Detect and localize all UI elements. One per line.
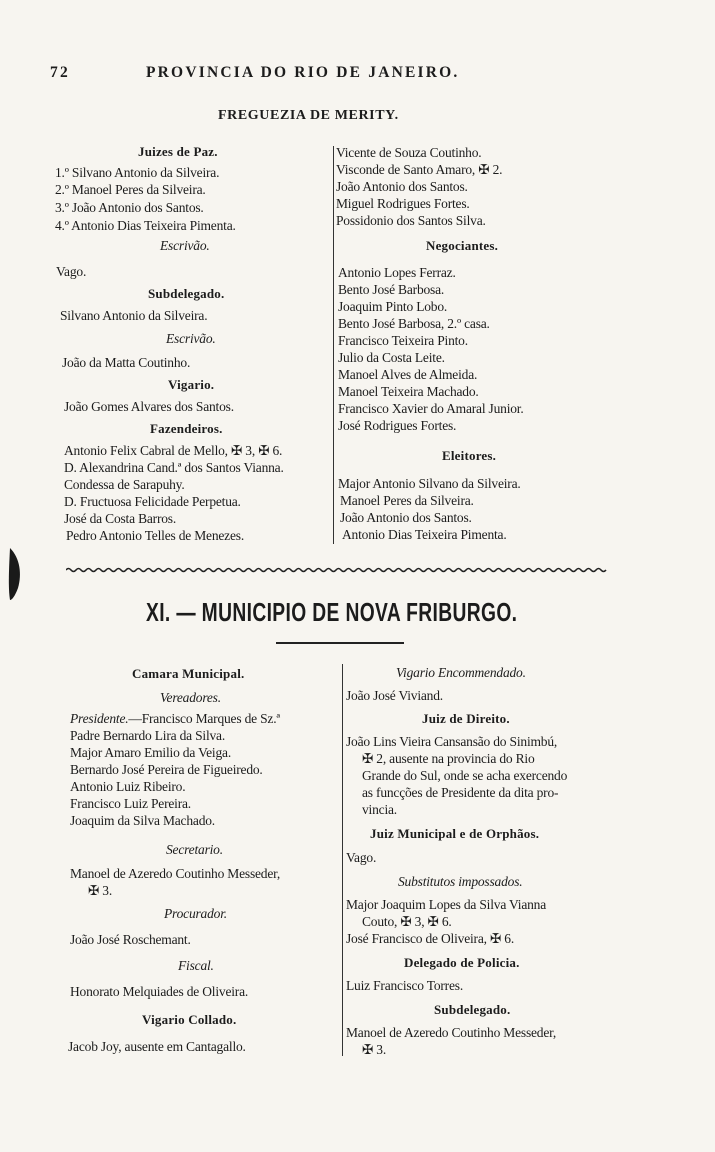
municipio-left-line: Francisco Luiz Pereira. bbox=[70, 796, 191, 811]
merity-right-line: João Antonio dos Santos. bbox=[336, 179, 468, 194]
merity-left-line: João Gomes Alvares dos Santos. bbox=[64, 399, 234, 414]
municipio-left-line: Jacob Joy, ausente em Cantagallo. bbox=[68, 1039, 246, 1054]
merity-right-line: Negociantes. bbox=[426, 238, 499, 253]
presidente-line: Presidente.—Francisco Marques de Sz.ª bbox=[70, 711, 280, 726]
municipio-right-line: José Francisco de Oliveira, ✠ 6. bbox=[346, 931, 514, 946]
municipio-left-line: Vereadores. bbox=[160, 690, 221, 705]
merity-left-line: Juizes de Paz. bbox=[138, 144, 218, 159]
merity-right-line: José Rodrigues Fortes. bbox=[338, 418, 457, 433]
municipio-right-line: ✠ 3. bbox=[362, 1042, 387, 1057]
municipio-right-line: João Lins Vieira Cansansão do Sinimbú, bbox=[346, 734, 558, 749]
municipio-left-line: Procurador. bbox=[164, 906, 227, 921]
municipio-left-line: Honorato Melquiades de Oliveira. bbox=[70, 984, 249, 999]
merity-left-line: Escrivão. bbox=[166, 331, 216, 346]
merity-right-line: Visconde de Santo Amaro, ✠ 2. bbox=[336, 162, 503, 177]
merity-right-line: João Antonio dos Santos. bbox=[340, 510, 472, 525]
municipio-right-line: Vigario Encommendado. bbox=[396, 665, 526, 680]
municipio-left-line: ✠ 3. bbox=[88, 883, 113, 898]
page-number: 72 bbox=[50, 64, 70, 81]
municipio-right-line: vincia. bbox=[362, 802, 397, 817]
municipio-left-line: Fiscal. bbox=[178, 958, 214, 973]
municipio-left-line: Padre Bernardo Lira da Silva. bbox=[70, 728, 226, 743]
merity-right-line: Vicente de Souza Coutinho. bbox=[336, 145, 482, 160]
municipio-left-line: Secretario. bbox=[166, 842, 223, 857]
merity-column-divider bbox=[333, 146, 334, 544]
merity-left-line: D. Alexandrina Cand.ª dos Santos Vianna. bbox=[64, 460, 284, 475]
municipio-right-line: Delegado de Policia. bbox=[404, 955, 520, 970]
merity-left-line: D. Fructuosa Felicidade Perpetua. bbox=[64, 494, 241, 509]
merity-left-line: 2.º Manoel Peres da Silveira. bbox=[55, 182, 206, 197]
municipio-right-line: as funcções de Presidente da dita pro- bbox=[362, 785, 559, 800]
merity-right-line: Antonio Lopes Ferraz. bbox=[338, 265, 456, 280]
municipio-left-line: João José Roschemant. bbox=[70, 932, 191, 947]
merity-left-line: Fazendeiros. bbox=[150, 421, 223, 436]
merity-left-line: José da Costa Barros. bbox=[64, 511, 177, 526]
merity-left-line: João da Matta Coutinho. bbox=[62, 355, 191, 370]
merity-left-line: Antonio Felix Cabral de Mello, ✠ 3, ✠ 6. bbox=[64, 443, 283, 458]
municipio-right-line: Juiz Municipal e de Orphãos. bbox=[370, 826, 540, 841]
municipio-right-line: João José Viviand. bbox=[346, 688, 443, 703]
merity-right-line: Joaquim Pinto Lobo. bbox=[338, 299, 448, 314]
municipio-title: XI. — MUNICIPIO DE NOVA FRIBURGO. bbox=[146, 597, 518, 627]
merity-left-line: 4.º Antonio Dias Teixeira Pimenta. bbox=[55, 218, 236, 233]
merity-right-line: Bento José Barbosa. bbox=[338, 282, 445, 297]
municipio-left-line: Camara Municipal. bbox=[132, 666, 245, 681]
merity-right-line: Manoel Alves de Almeida. bbox=[338, 367, 478, 382]
merity-left-line: Escrivão. bbox=[160, 238, 210, 253]
merity-right-line: Julio da Costa Leite. bbox=[338, 350, 445, 365]
merity-right-line: Miguel Rodrigues Fortes. bbox=[336, 196, 470, 211]
municipio-right-line: Couto, ✠ 3, ✠ 6. bbox=[362, 914, 452, 929]
municipio-left-line: Bernardo José Pereira de Figueiredo. bbox=[70, 762, 263, 777]
municipio-right-line: Vago. bbox=[346, 850, 377, 865]
municipio-right-line: Grande do Sul, onde se acha exercendo bbox=[362, 768, 568, 783]
municipio-right-line: Subdelegado. bbox=[434, 1002, 511, 1017]
municipio-left-line: Major Amaro Emilio da Veiga. bbox=[70, 745, 231, 760]
municipio-right-line: Substitutos impossados. bbox=[398, 874, 523, 889]
municipio-right-line: Juiz de Direito. bbox=[422, 711, 510, 726]
municipio-column-divider bbox=[342, 664, 343, 1056]
merity-left-line: 1.º Silvano Antonio da Silveira. bbox=[55, 165, 220, 180]
parish-title: FREGUEZIA DE MERITY. bbox=[218, 108, 399, 123]
municipio-right-line: Luiz Francisco Torres. bbox=[346, 978, 463, 993]
merity-right-line: Eleitores. bbox=[442, 448, 497, 463]
merity-right-line: Manoel Peres da Silveira. bbox=[340, 493, 474, 508]
merity-left-line: Silvano Antonio da Silveira. bbox=[60, 308, 208, 323]
municipio-left-line bbox=[70, 711, 280, 726]
merity-right-line: Francisco Xavier do Amaral Junior. bbox=[338, 401, 524, 416]
merity-left-line: Subdelegado. bbox=[148, 286, 225, 301]
wavy-separator bbox=[66, 566, 646, 574]
title-underline bbox=[276, 642, 404, 644]
merity-left-line: Pedro Antonio Telles de Menezes. bbox=[66, 528, 244, 543]
municipio-left-line: Antonio Luiz Ribeiro. bbox=[70, 779, 186, 794]
merity-left-line: Vigario. bbox=[168, 377, 215, 392]
municipio-right-line: ✠ 2, ausente na provincia do Rio bbox=[362, 751, 535, 766]
municipio-left-line: Manoel de Azeredo Coutinho Messeder, bbox=[70, 866, 281, 881]
merity-right-line: Major Antonio Silvano da Silveira. bbox=[338, 476, 521, 491]
merity-left-line: 3.º João Antonio dos Santos. bbox=[55, 200, 204, 215]
merity-left-line: Vago. bbox=[56, 264, 87, 279]
municipio-right-line: Manoel de Azeredo Coutinho Messeder, bbox=[346, 1025, 557, 1040]
municipio-left-line: Vigario Collado. bbox=[142, 1012, 237, 1027]
merity-right-line: Bento José Barbosa, 2.º casa. bbox=[338, 316, 490, 331]
page-edge-blot bbox=[0, 548, 24, 600]
municipio-right-line: Major Joaquim Lopes da Silva Vianna bbox=[346, 897, 547, 912]
municipio-left-line: Joaquim da Silva Machado. bbox=[70, 813, 215, 828]
merity-right-line: Manoel Teixeira Machado. bbox=[338, 384, 479, 399]
merity-left-line: Condessa de Sarapuhy. bbox=[64, 477, 185, 492]
running-title: PROVINCIA DO RIO DE JANEIRO. bbox=[146, 64, 460, 81]
merity-right-line: Possidonio dos Santos Silva. bbox=[336, 213, 486, 228]
merity-right-line: Antonio Dias Teixeira Pimenta. bbox=[342, 527, 507, 542]
merity-right-line: Francisco Teixeira Pinto. bbox=[338, 333, 468, 348]
